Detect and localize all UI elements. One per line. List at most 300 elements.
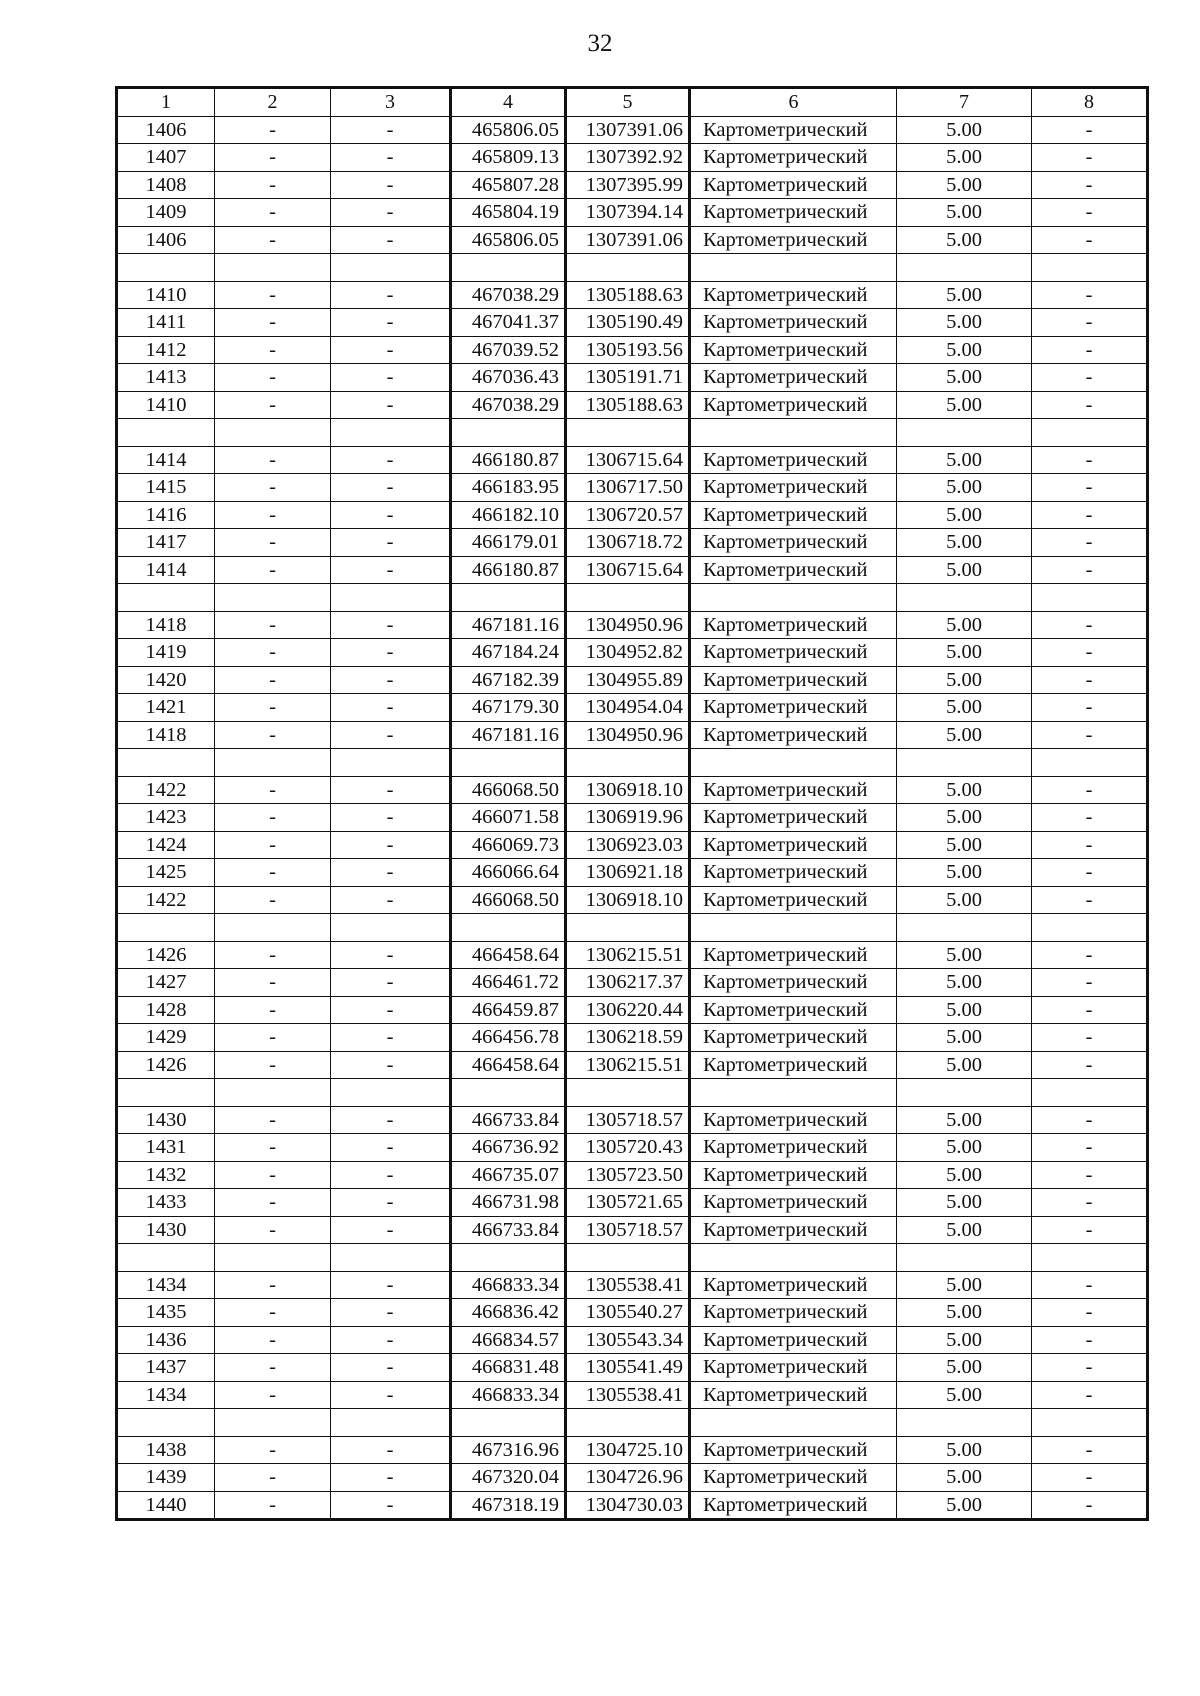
table-row [117, 1436, 1148, 1464]
point-number-cell: 1429 [117, 1024, 215, 1052]
table-row [117, 804, 1148, 832]
accuracy-cell: 5.00 [897, 1106, 1032, 1134]
method-cell: Картометрический [690, 1436, 897, 1464]
col2-cell: - [215, 309, 331, 337]
col8-cell: - [1032, 1134, 1148, 1162]
point-number-cell [117, 1244, 215, 1272]
col8-cell [1032, 1244, 1148, 1272]
separator-row [117, 1244, 1148, 1272]
method-cell: Картометрический [690, 309, 897, 337]
table-row [117, 1464, 1148, 1492]
accuracy-cell: 5.00 [897, 199, 1032, 227]
point-number-cell: 1423 [117, 804, 215, 832]
col3-cell: - [331, 1134, 451, 1162]
method-cell: Картометрический [690, 1134, 897, 1162]
x-coordinate-cell: 466071.58 [451, 804, 566, 832]
point-number-cell [117, 1079, 215, 1107]
col2-cell: - [215, 611, 331, 639]
col2-cell: - [215, 996, 331, 1024]
col3-cell: - [331, 364, 451, 392]
column-header: 4 [451, 88, 566, 117]
col8-cell [1032, 914, 1148, 942]
col3-cell: - [331, 226, 451, 254]
col2-cell: - [215, 391, 331, 419]
point-number-cell: 1419 [117, 639, 215, 667]
column-header: 6 [690, 88, 897, 117]
x-coordinate-cell: 467041.37 [451, 309, 566, 337]
accuracy-cell: 5.00 [897, 1161, 1032, 1189]
method-cell: Картометрический [690, 501, 897, 529]
col8-cell: - [1032, 1491, 1148, 1520]
col8-cell [1032, 419, 1148, 447]
table-row [117, 694, 1148, 722]
col8-cell: - [1032, 474, 1148, 502]
col8-cell: - [1032, 969, 1148, 997]
y-coordinate-cell: 1306220.44 [566, 996, 690, 1024]
accuracy-cell: 5.00 [897, 639, 1032, 667]
table-row [117, 199, 1148, 227]
col2-cell: - [215, 1491, 331, 1520]
separator-row [117, 1079, 1148, 1107]
col3-cell: - [331, 501, 451, 529]
method-cell: Картометрический [690, 171, 897, 199]
col3-cell: - [331, 529, 451, 557]
x-coordinate-cell: 466068.50 [451, 776, 566, 804]
x-coordinate-cell: 466735.07 [451, 1161, 566, 1189]
point-number-cell: 1415 [117, 474, 215, 502]
accuracy-cell: 5.00 [897, 116, 1032, 144]
col3-cell [331, 1244, 451, 1272]
col2-cell [215, 1409, 331, 1437]
accuracy-cell: 5.00 [897, 776, 1032, 804]
coordinates-table [115, 86, 1149, 1521]
col3-cell: - [331, 941, 451, 969]
y-coordinate-cell: 1306923.03 [566, 831, 690, 859]
col3-cell: - [331, 1189, 451, 1217]
method-cell: Картометрический [690, 1326, 897, 1354]
method-cell: Картометрический [690, 1464, 897, 1492]
y-coordinate-cell: 1306921.18 [566, 859, 690, 887]
x-coordinate-cell: 466834.57 [451, 1326, 566, 1354]
col3-cell: - [331, 1216, 451, 1244]
table-row [117, 611, 1148, 639]
point-number-cell: 1406 [117, 226, 215, 254]
col2-cell [215, 1244, 331, 1272]
table-row [117, 1161, 1148, 1189]
point-number-cell [117, 1409, 215, 1437]
col2-cell: - [215, 639, 331, 667]
col2-cell: - [215, 941, 331, 969]
col2-cell: - [215, 1436, 331, 1464]
x-coordinate-cell: 466179.01 [451, 529, 566, 557]
method-cell: Картометрический [690, 941, 897, 969]
method-cell [690, 584, 897, 612]
y-coordinate-cell: 1305538.41 [566, 1271, 690, 1299]
point-number-cell [117, 749, 215, 777]
col2-cell: - [215, 804, 331, 832]
method-cell: Картометрический [690, 1381, 897, 1409]
accuracy-cell: 5.00 [897, 226, 1032, 254]
x-coordinate-cell: 467316.96 [451, 1436, 566, 1464]
point-number-cell: 1430 [117, 1106, 215, 1134]
x-coordinate-cell: 466180.87 [451, 446, 566, 474]
accuracy-cell: 5.00 [897, 859, 1032, 887]
y-coordinate-cell: 1305720.43 [566, 1134, 690, 1162]
y-coordinate-cell [566, 1244, 690, 1272]
method-cell: Картометрический [690, 1354, 897, 1382]
col3-cell: - [331, 1271, 451, 1299]
accuracy-cell: 5.00 [897, 501, 1032, 529]
point-number-cell: 1424 [117, 831, 215, 859]
accuracy-cell: 5.00 [897, 611, 1032, 639]
y-coordinate-cell: 1305718.57 [566, 1106, 690, 1134]
accuracy-cell: 5.00 [897, 1134, 1032, 1162]
x-coordinate-cell: 466068.50 [451, 886, 566, 914]
col2-cell: - [215, 721, 331, 749]
point-number-cell: 1408 [117, 171, 215, 199]
col2-cell [215, 749, 331, 777]
col2-cell: - [215, 199, 331, 227]
col3-cell: - [331, 776, 451, 804]
col3-cell: - [331, 556, 451, 584]
x-coordinate-cell: 466066.64 [451, 859, 566, 887]
table-row [117, 886, 1148, 914]
x-coordinate-cell [451, 914, 566, 942]
col2-cell: - [215, 1381, 331, 1409]
separator-row [117, 1409, 1148, 1437]
x-coordinate-cell: 465806.05 [451, 226, 566, 254]
col8-cell: - [1032, 886, 1148, 914]
col8-cell: - [1032, 336, 1148, 364]
separator-row [117, 914, 1148, 942]
x-coordinate-cell [451, 419, 566, 447]
col8-cell: - [1032, 639, 1148, 667]
x-coordinate-cell: 467038.29 [451, 281, 566, 309]
column-header: 2 [215, 88, 331, 117]
point-number-cell [117, 419, 215, 447]
col8-cell: - [1032, 446, 1148, 474]
accuracy-cell: 5.00 [897, 391, 1032, 419]
table-row [117, 144, 1148, 172]
col2-cell: - [215, 144, 331, 172]
col2-cell [215, 254, 331, 282]
x-coordinate-cell: 467036.43 [451, 364, 566, 392]
y-coordinate-cell: 1305540.27 [566, 1299, 690, 1327]
table-row [117, 776, 1148, 804]
table-row [117, 859, 1148, 887]
x-coordinate-cell: 466458.64 [451, 941, 566, 969]
col3-cell: - [331, 1161, 451, 1189]
x-coordinate-cell: 466182.10 [451, 501, 566, 529]
col3-cell: - [331, 199, 451, 227]
col2-cell: - [215, 666, 331, 694]
table-row [117, 1271, 1148, 1299]
x-coordinate-cell: 466458.64 [451, 1051, 566, 1079]
x-coordinate-cell: 465809.13 [451, 144, 566, 172]
method-cell: Картометрический [690, 694, 897, 722]
point-number-cell: 1416 [117, 501, 215, 529]
col2-cell: - [215, 556, 331, 584]
col3-cell [331, 1409, 451, 1437]
y-coordinate-cell: 1305543.34 [566, 1326, 690, 1354]
col8-cell: - [1032, 1354, 1148, 1382]
col8-cell: - [1032, 144, 1148, 172]
col3-cell: - [331, 969, 451, 997]
point-number-cell: 1417 [117, 529, 215, 557]
col3-cell: - [331, 996, 451, 1024]
col8-cell: - [1032, 529, 1148, 557]
x-coordinate-cell: 466831.48 [451, 1354, 566, 1382]
accuracy-cell: 5.00 [897, 1326, 1032, 1354]
table-row [117, 1134, 1148, 1162]
x-coordinate-cell: 466836.42 [451, 1299, 566, 1327]
x-coordinate-cell [451, 1409, 566, 1437]
col3-cell [331, 1079, 451, 1107]
method-cell: Картометрический [690, 1051, 897, 1079]
col3-cell: - [331, 116, 451, 144]
col2-cell: - [215, 694, 331, 722]
col3-cell: - [331, 336, 451, 364]
table-row [117, 556, 1148, 584]
method-cell: Картометрический [690, 529, 897, 557]
method-cell: Картометрический [690, 364, 897, 392]
y-coordinate-cell: 1304950.96 [566, 721, 690, 749]
point-number-cell: 1430 [117, 1216, 215, 1244]
x-coordinate-cell [451, 584, 566, 612]
separator-row [117, 584, 1148, 612]
col8-cell: - [1032, 721, 1148, 749]
col2-cell: - [215, 859, 331, 887]
accuracy-cell: 5.00 [897, 336, 1032, 364]
col2-cell: - [215, 116, 331, 144]
accuracy-cell: 5.00 [897, 721, 1032, 749]
point-number-cell [117, 914, 215, 942]
col2-cell: - [215, 501, 331, 529]
x-coordinate-cell: 465807.28 [451, 171, 566, 199]
accuracy-cell: 5.00 [897, 941, 1032, 969]
y-coordinate-cell: 1305190.49 [566, 309, 690, 337]
y-coordinate-cell: 1304952.82 [566, 639, 690, 667]
col8-cell: - [1032, 226, 1148, 254]
accuracy-cell: 5.00 [897, 1436, 1032, 1464]
col8-cell: - [1032, 1106, 1148, 1134]
col8-cell: - [1032, 1381, 1148, 1409]
y-coordinate-cell [566, 584, 690, 612]
col2-cell: - [215, 1271, 331, 1299]
x-coordinate-cell: 467038.29 [451, 391, 566, 419]
accuracy-cell: 5.00 [897, 1189, 1032, 1217]
y-coordinate-cell: 1305718.57 [566, 1216, 690, 1244]
method-cell: Картометрический [690, 336, 897, 364]
col8-cell: - [1032, 1326, 1148, 1354]
table-row [117, 969, 1148, 997]
point-number-cell: 1435 [117, 1299, 215, 1327]
method-cell: Картометрический [690, 116, 897, 144]
col2-cell: - [215, 1106, 331, 1134]
y-coordinate-cell: 1307392.92 [566, 144, 690, 172]
y-coordinate-cell: 1306715.64 [566, 556, 690, 584]
column-header: 8 [1032, 88, 1148, 117]
y-coordinate-cell: 1306215.51 [566, 941, 690, 969]
col2-cell [215, 1079, 331, 1107]
col8-cell: - [1032, 831, 1148, 859]
point-number-cell: 1414 [117, 556, 215, 584]
y-coordinate-cell: 1307394.14 [566, 199, 690, 227]
col2-cell: - [215, 1216, 331, 1244]
col8-cell: - [1032, 804, 1148, 832]
accuracy-cell [897, 914, 1032, 942]
method-cell: Картометрический [690, 1271, 897, 1299]
table-row [117, 639, 1148, 667]
accuracy-cell: 5.00 [897, 1216, 1032, 1244]
accuracy-cell: 5.00 [897, 1024, 1032, 1052]
x-coordinate-cell: 466456.78 [451, 1024, 566, 1052]
col3-cell: - [331, 859, 451, 887]
method-cell: Картометрический [690, 611, 897, 639]
col2-cell: - [215, 1299, 331, 1327]
y-coordinate-cell: 1305723.50 [566, 1161, 690, 1189]
col8-cell: - [1032, 1216, 1148, 1244]
accuracy-cell: 5.00 [897, 144, 1032, 172]
column-header: 3 [331, 88, 451, 117]
y-coordinate-cell [566, 749, 690, 777]
col3-cell [331, 914, 451, 942]
y-coordinate-cell: 1306217.37 [566, 969, 690, 997]
table-row [117, 474, 1148, 502]
col3-cell: - [331, 474, 451, 502]
method-cell: Картометрический [690, 1216, 897, 1244]
point-number-cell: 1432 [117, 1161, 215, 1189]
table-row [117, 831, 1148, 859]
col3-cell: - [331, 886, 451, 914]
x-coordinate-cell: 466731.98 [451, 1189, 566, 1217]
x-coordinate-cell: 466733.84 [451, 1216, 566, 1244]
column-header: 5 [566, 88, 690, 117]
point-number-cell: 1431 [117, 1134, 215, 1162]
col2-cell: - [215, 1354, 331, 1382]
col8-cell [1032, 254, 1148, 282]
col2-cell [215, 584, 331, 612]
table-row [117, 1024, 1148, 1052]
y-coordinate-cell: 1306718.72 [566, 529, 690, 557]
y-coordinate-cell: 1307391.06 [566, 226, 690, 254]
col8-cell: - [1032, 556, 1148, 584]
col8-cell: - [1032, 1464, 1148, 1492]
col8-cell: - [1032, 281, 1148, 309]
y-coordinate-cell [566, 419, 690, 447]
col2-cell: - [215, 969, 331, 997]
col3-cell: - [331, 1326, 451, 1354]
page-number: 32 [587, 30, 613, 57]
x-coordinate-cell [451, 1244, 566, 1272]
col2-cell: - [215, 364, 331, 392]
col8-cell: - [1032, 859, 1148, 887]
y-coordinate-cell: 1305188.63 [566, 281, 690, 309]
col8-cell: - [1032, 611, 1148, 639]
col2-cell: - [215, 1464, 331, 1492]
point-number-cell: 1434 [117, 1381, 215, 1409]
method-cell: Картометрический [690, 446, 897, 474]
col3-cell [331, 254, 451, 282]
col3-cell: - [331, 694, 451, 722]
table-row [117, 941, 1148, 969]
accuracy-cell: 5.00 [897, 556, 1032, 584]
method-cell [690, 749, 897, 777]
table-row [117, 226, 1148, 254]
accuracy-cell: 5.00 [897, 446, 1032, 474]
method-cell: Картометрический [690, 859, 897, 887]
col3-cell: - [331, 1051, 451, 1079]
col8-cell: - [1032, 1024, 1148, 1052]
accuracy-cell: 5.00 [897, 529, 1032, 557]
col2-cell: - [215, 1134, 331, 1162]
col8-cell: - [1032, 694, 1148, 722]
point-number-cell: 1414 [117, 446, 215, 474]
accuracy-cell: 5.00 [897, 1354, 1032, 1382]
y-coordinate-cell: 1306215.51 [566, 1051, 690, 1079]
x-coordinate-cell: 465806.05 [451, 116, 566, 144]
x-coordinate-cell: 467184.24 [451, 639, 566, 667]
x-coordinate-cell: 466733.84 [451, 1106, 566, 1134]
method-cell: Картометрический [690, 1024, 897, 1052]
point-number-cell: 1440 [117, 1491, 215, 1520]
method-cell: Картометрический [690, 391, 897, 419]
x-coordinate-cell: 466180.87 [451, 556, 566, 584]
col3-cell: - [331, 1436, 451, 1464]
point-number-cell: 1426 [117, 941, 215, 969]
table-row [117, 1216, 1148, 1244]
point-number-cell: 1406 [117, 116, 215, 144]
point-number-cell: 1413 [117, 364, 215, 392]
y-coordinate-cell: 1304730.03 [566, 1491, 690, 1520]
col3-cell: - [331, 1354, 451, 1382]
table-header [117, 88, 1148, 117]
y-coordinate-cell [566, 254, 690, 282]
table-row [117, 171, 1148, 199]
method-cell: Картометрический [690, 1106, 897, 1134]
col2-cell [215, 419, 331, 447]
accuracy-cell: 5.00 [897, 1491, 1032, 1520]
method-cell: Картометрический [690, 666, 897, 694]
method-cell: Картометрический [690, 1161, 897, 1189]
method-cell [690, 1079, 897, 1107]
accuracy-cell: 5.00 [897, 886, 1032, 914]
col8-cell: - [1032, 501, 1148, 529]
col3-cell: - [331, 1381, 451, 1409]
point-number-cell: 1410 [117, 281, 215, 309]
accuracy-cell: 5.00 [897, 694, 1032, 722]
y-coordinate-cell: 1304726.96 [566, 1464, 690, 1492]
point-number-cell: 1411 [117, 309, 215, 337]
method-cell [690, 1244, 897, 1272]
accuracy-cell: 5.00 [897, 1271, 1032, 1299]
table-row [117, 364, 1148, 392]
method-cell: Картометрический [690, 831, 897, 859]
table-row [117, 1354, 1148, 1382]
point-number-cell: 1407 [117, 144, 215, 172]
col8-cell: - [1032, 996, 1148, 1024]
table-row [117, 446, 1148, 474]
col2-cell: - [215, 886, 331, 914]
point-number-cell: 1439 [117, 1464, 215, 1492]
col2-cell: - [215, 226, 331, 254]
method-cell: Картометрический [690, 144, 897, 172]
method-cell: Картометрический [690, 886, 897, 914]
accuracy-cell: 5.00 [897, 831, 1032, 859]
col8-cell: - [1032, 666, 1148, 694]
col2-cell: - [215, 1189, 331, 1217]
x-coordinate-cell: 466183.95 [451, 474, 566, 502]
